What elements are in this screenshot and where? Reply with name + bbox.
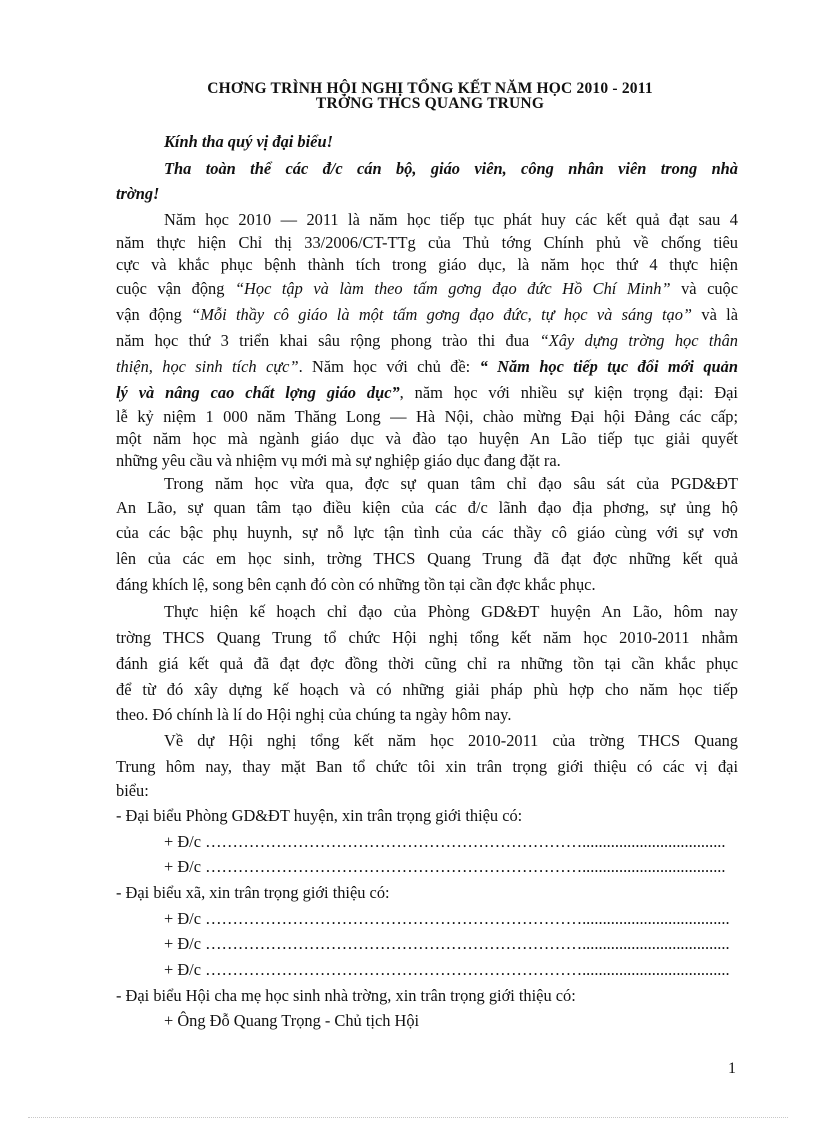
page-number: 1: [728, 1060, 736, 1077]
p1-line-7: [116, 357, 738, 377]
campaign-ho-chi-minh: “Học tập và làm theo tấm gơng đạo đức Hồ Chí Minh”: [234, 279, 671, 298]
p1-line-11: những yêu cầu và nhiệm vụ mới mà sự nghiệp giáo dục đang đặt ra.: [116, 451, 561, 470]
p2-line-3: của các bậc phụ huynh, sự nỗ lực tận tình của các thầy cô giáo cùng với sự vơn: [116, 523, 738, 542]
p2-line-2: An Lão, sự quan tâm tạo điều kiện của các đ/c lãnh đạo địa phơng, sự ủng hộ: [116, 498, 738, 517]
greeting-staff: Tha toàn thể các đ/c cán bộ, giáo viên, công nhân viên trong nhà: [164, 159, 738, 178]
p1-line-8b: , năm học với nhiều sự kiện trọng đại: Đại: [399, 383, 738, 402]
p2-line-4: lên của các em học sinh, trờng THCS Quang Trung đã đạt đợc những kết quả: [116, 549, 738, 568]
p2-line-5: đáng khích lệ, song bên cạnh đó còn có những tồn tại cần đợc khắc phục.: [116, 575, 596, 594]
greeting-staff-cont: trờng!: [116, 184, 160, 203]
p1-line-3: cực và khắc phục bệnh thành tích trong giáo dục, là năm học thứ 4 thực hiện: [116, 255, 738, 274]
p3-line-4: để từ đó xây dựng kế hoạch và có những giải pháp phù hợp cho năm học tiếp: [116, 680, 738, 699]
p4-line-2: Trung hôm nay, thay mặt Ban tổ chức tôi xin trân trọng giới thiệu có các vị đại: [116, 757, 738, 776]
p3-line-3: đánh giá kết quả đã đạt đợc đồng thời cũng chỉ ra những tồn tại cần khắc phục: [116, 654, 738, 673]
guest-line: + Đ/c ……………………………………………………………...................................: [164, 857, 726, 876]
p1-line-5: [116, 305, 738, 325]
p1-line-9: lễ kỷ niệm 1 000 năm Thăng Long — Hà Nội, chào mừng Đại hội Đảng các cấp;: [116, 407, 738, 426]
guest-line: + Đ/c ……………………………………………………………....................................: [164, 960, 730, 979]
p1-line-5c: và là: [692, 305, 738, 324]
program-title: CHƠNG TRÌNH HỘI NGHỊ TỔNG KẾT NĂM HỌC 2010 - 2011: [207, 80, 653, 97]
guest-group-parents: - Đại biểu Hội cha mẹ học sinh nhà trờng, xin trân trọng giới thiệu có:: [116, 986, 576, 1005]
p1-line-4a: cuộc vận động: [116, 279, 235, 298]
p1-line-7b: . Năm học với chủ đề:: [298, 357, 480, 376]
p2-line-1: Trong năm học vừa qua, đợc sự quan tâm chỉ đạo sâu sát của PGD&ĐT: [164, 474, 738, 493]
guest-line: + Đ/c ……………………………………………………………....................................: [164, 909, 730, 928]
guest-line-chairman: + Ông Đỗ Quang Trọng - Chủ tịch Hội: [164, 1011, 420, 1030]
campaign-teacher-example: “Mỗi thầy cô giáo là một tấm gơng đạo đức, tự học và sáng tạo”: [191, 305, 693, 324]
p1-line-4c: và cuộc: [670, 279, 739, 298]
p1-line-8: [116, 383, 738, 403]
guest-group-xa: - Đại biểu xã, xin trân trọng giới thiệu có:: [116, 883, 390, 902]
guest-line: + Đ/c ……………………………………………………………....................................: [164, 934, 730, 953]
page-bottom-divider: [28, 1117, 788, 1118]
p1-line-5a: vận động: [116, 305, 192, 324]
p3-line-1: Thực hiện kế hoạch chỉ đạo của Phòng GD&ĐT huyện An Lão, hôm nay: [164, 602, 738, 621]
p3-line-2: trờng THCS Quang Trung tổ chức Hội nghị tổng kết năm học 2010-2011 nhằm: [116, 628, 738, 647]
p3-line-5: theo. Đó chính là lí do Hội nghị của chúng ta ngày hôm nay.: [116, 705, 512, 724]
p1-line-4: [116, 279, 738, 299]
p1-line-1: Năm học 2010 — 2011 là năm học tiếp tục phát huy các kết quả đạt sau 4: [164, 210, 738, 229]
p1-line-10: một năm học mà ngành giáo dục và đào tạo huyện An Lão tiếp tục giải quyết: [116, 429, 738, 448]
p1-line-6: [116, 331, 738, 351]
campaign-friendly-school-cont: thiện, học sinh tích cực”: [116, 357, 299, 376]
year-theme-cont: lý và nâng cao chất lợng giáo dục”: [116, 383, 400, 402]
p1-line-2: năm thực hiện Chỉ thị 33/2006/CT-TTg của Thủ tớng Chính phủ về chống tiêu: [116, 233, 738, 252]
guest-group-phong: - Đại biểu Phòng GD&ĐT huyện, xin trân trọng giới thiệu có:: [116, 806, 523, 825]
p4-line-3: biểu:: [116, 781, 149, 800]
p4-line-1: Về dự Hội nghị tổng kết năm học 2010-2011 của trờng THCS Quang: [164, 731, 738, 750]
campaign-friendly-school: “Xây dựng trờng học thân: [539, 331, 739, 350]
greeting-delegates: Kính tha quý vị đại biểu!: [164, 132, 333, 151]
p1-line-6a: năm học thứ 3 triển khai sâu rộng phong trào thi đua: [116, 331, 540, 350]
school-title: TRỜNG THCS QUANG TRUNG: [315, 95, 545, 112]
guest-line: + Đ/c ……………………………………………………………...................................: [164, 832, 726, 851]
year-theme: “ Năm học tiếp tục đổi mới quản: [479, 357, 738, 376]
